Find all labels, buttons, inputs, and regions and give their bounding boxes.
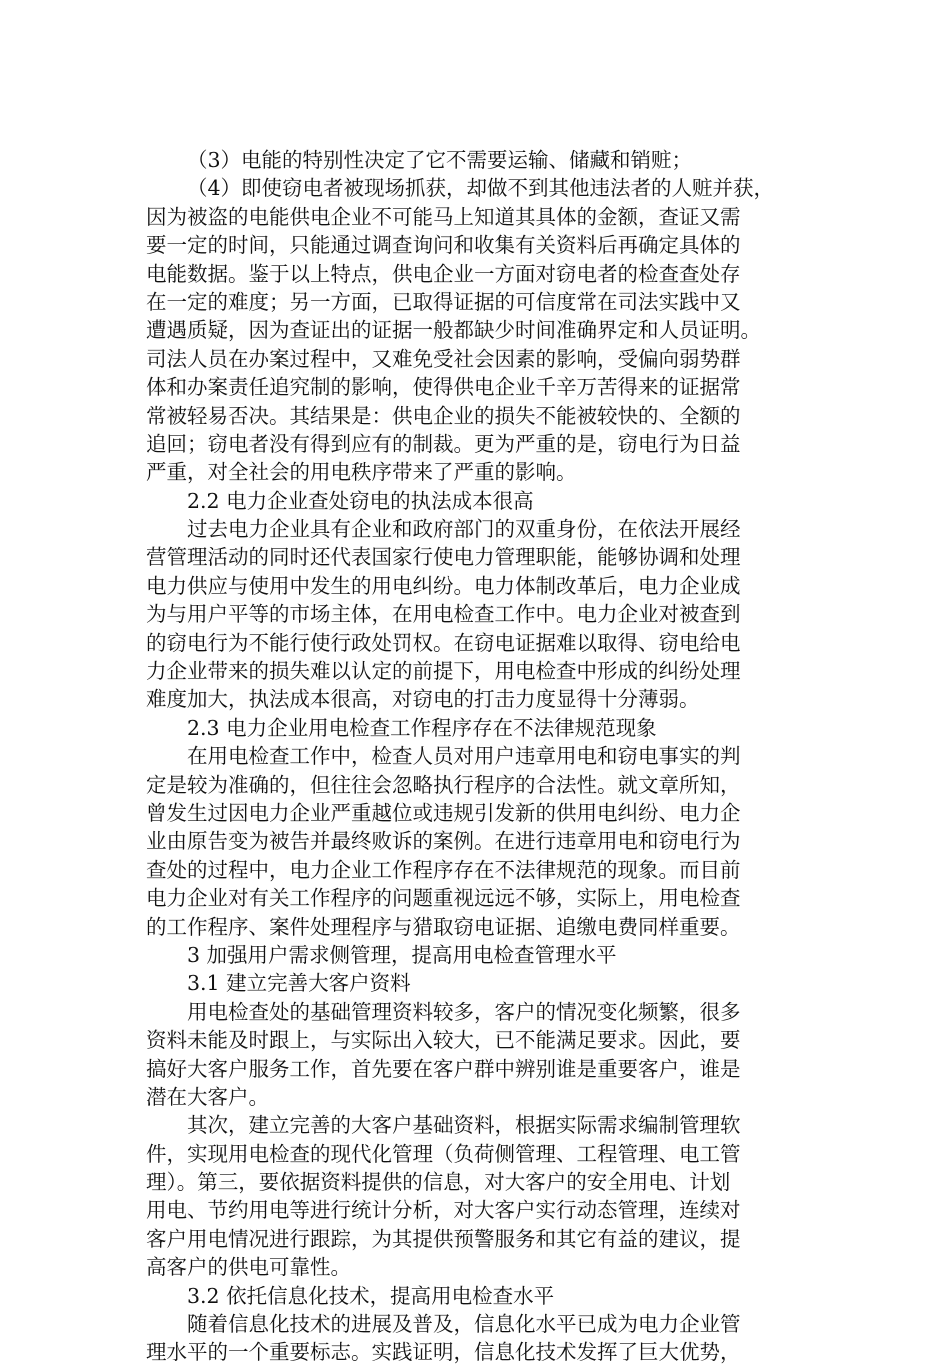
text-line: 理）。第三，要依据资料提供的信息，对大客户的安全用电、计划: [146, 1170, 731, 1195]
document-body: [146, 146, 796, 1367]
text-line: 件，实现用电检查的现代化管理（负荷侧管理、工程管理、电工管: [146, 1141, 741, 1166]
text-line: 电力供应与使用中发生的用电纠纷。电力体制改革后，电力企业成: [146, 573, 741, 598]
text-line: （3）电能的特别性决定了它不需要运输、储藏和销赃；: [187, 148, 693, 172]
text-line: 2.2 电力企业查处窃电的执法成本很高: [187, 488, 534, 513]
text-line: 客户用电情况进行跟踪，为其提供预警服务和其它有益的建议，提: [146, 1226, 741, 1251]
text-line: 遭遇质疑，因为查证出的证据一般都缺少时间准确界定和人员证明。: [146, 318, 761, 343]
text-line: 的工作程序、案件处理程序与猎取窃电证据、追缴电费同样重要。: [146, 914, 741, 939]
text-line: 常被轻易否决。其结果是：供电企业的损失不能被较快的、全额的: [146, 403, 741, 428]
text-line: 随着信息化技术的进展及普及，信息化水平已成为电力企业管: [187, 1312, 741, 1337]
text-line: 用电检查处的基础管理资料较多，客户的情况变化频繁，很多: [187, 999, 741, 1024]
text-line: 司法人员在办案过程中，又难免受社会因素的影响，受偏向弱势群: [146, 346, 741, 371]
text-line: 难度加大，执法成本很高，对窃电的打击力度显得十分薄弱。: [146, 687, 700, 712]
text-line: 查处的过程中，电力企业工作程序存在不法律规范的现象。而目前: [146, 857, 741, 882]
text-line: 3 加强用户需求侧管理，提高用电检查管理水平: [187, 942, 617, 967]
text-line: 潜在大客户。: [146, 1084, 269, 1109]
text-line: 严重，对全社会的用电秩序带来了严重的影响。: [146, 460, 577, 485]
text-line: 定是较为准确的，但往往会忽略执行程序的合法性。就文章所知，: [146, 772, 741, 797]
text-line: 理水平的一个重要标志。实践证明，信息化技术发挥了巨大优势，: [146, 1340, 741, 1365]
text-line: 营管理活动的同时还代表国家行使电力管理职能，能够协调和处理: [146, 545, 741, 570]
text-line: 因为被盗的电能供电企业不可能马上知道其具体的金额，查证又需: [146, 204, 741, 229]
text-line: （4）即使窃电者被现场抓获，却做不到其他违法者的人赃并获，: [187, 176, 775, 201]
text-line: 体和办案责任追究制的影响，使得供电企业千辛万苦得来的证据常: [146, 375, 741, 400]
text-line: 在用电检查工作中，检查人员对用户违章用电和窃电事实的判: [187, 744, 741, 769]
text-line: 2.3 电力企业用电检查工作程序存在不法律规范现象: [187, 715, 657, 740]
text-line: 高客户的供电可靠性。: [146, 1255, 351, 1280]
text-line: 用电、节约用电等进行统计分析，对大客户实行动态管理，连续对: [146, 1198, 741, 1223]
text-line: 为与用户平等的市场主体，在用电检查工作中。电力企业对被查到: [146, 602, 741, 627]
text-line: 过去电力企业具有企业和政府部门的双重身份，在依法开展经: [187, 517, 741, 542]
text-line: 电能数据。鉴于以上特点，供电企业一方面对窃电者的检查查处存: [146, 261, 741, 286]
text-line: 曾发生过因电力企业严重越位或违规引发新的供用电纠纷、电力企: [146, 800, 741, 825]
text-line: 力企业带来的损失难以认定的前提下，用电检查中形成的纠纷处理: [146, 659, 741, 684]
text-line: 资料未能及时跟上，与实际出入较大，已不能满足要求。因此，要: [146, 1028, 741, 1053]
text-line: 搞好大客户服务工作，首先要在客户群中辨别谁是重要客户，谁是: [146, 1056, 741, 1081]
text-line: 3.2 依托信息化技术，提高用电检查水平: [187, 1283, 555, 1308]
text-line: 在一定的难度；另一方面，已取得证据的可信度常在司法实践中又: [146, 289, 741, 314]
text-line: 其次，建立完善的大客户基础资料，根据实际需求编制管理软: [187, 1113, 741, 1138]
text-line: 3.1 建立完善大客户资料: [187, 971, 411, 996]
text-line: 的窃电行为不能行使行政处罚权。在窃电证据难以取得、窃电给电: [146, 630, 741, 655]
text-line: 电力企业对有关工作程序的问题重视远远不够，实际上，用电检查: [146, 886, 741, 911]
text-line: 追回；窃电者没有得到应有的制裁。更为严重的是，窃电行为日益: [146, 431, 741, 456]
text-line: 要一定的时间，只能通过调查询问和收集有关资料后再确定具体的: [146, 233, 741, 258]
text-line: 业由原告变为被告并最终败诉的案例。在进行违章用电和窃电行为: [146, 829, 741, 854]
